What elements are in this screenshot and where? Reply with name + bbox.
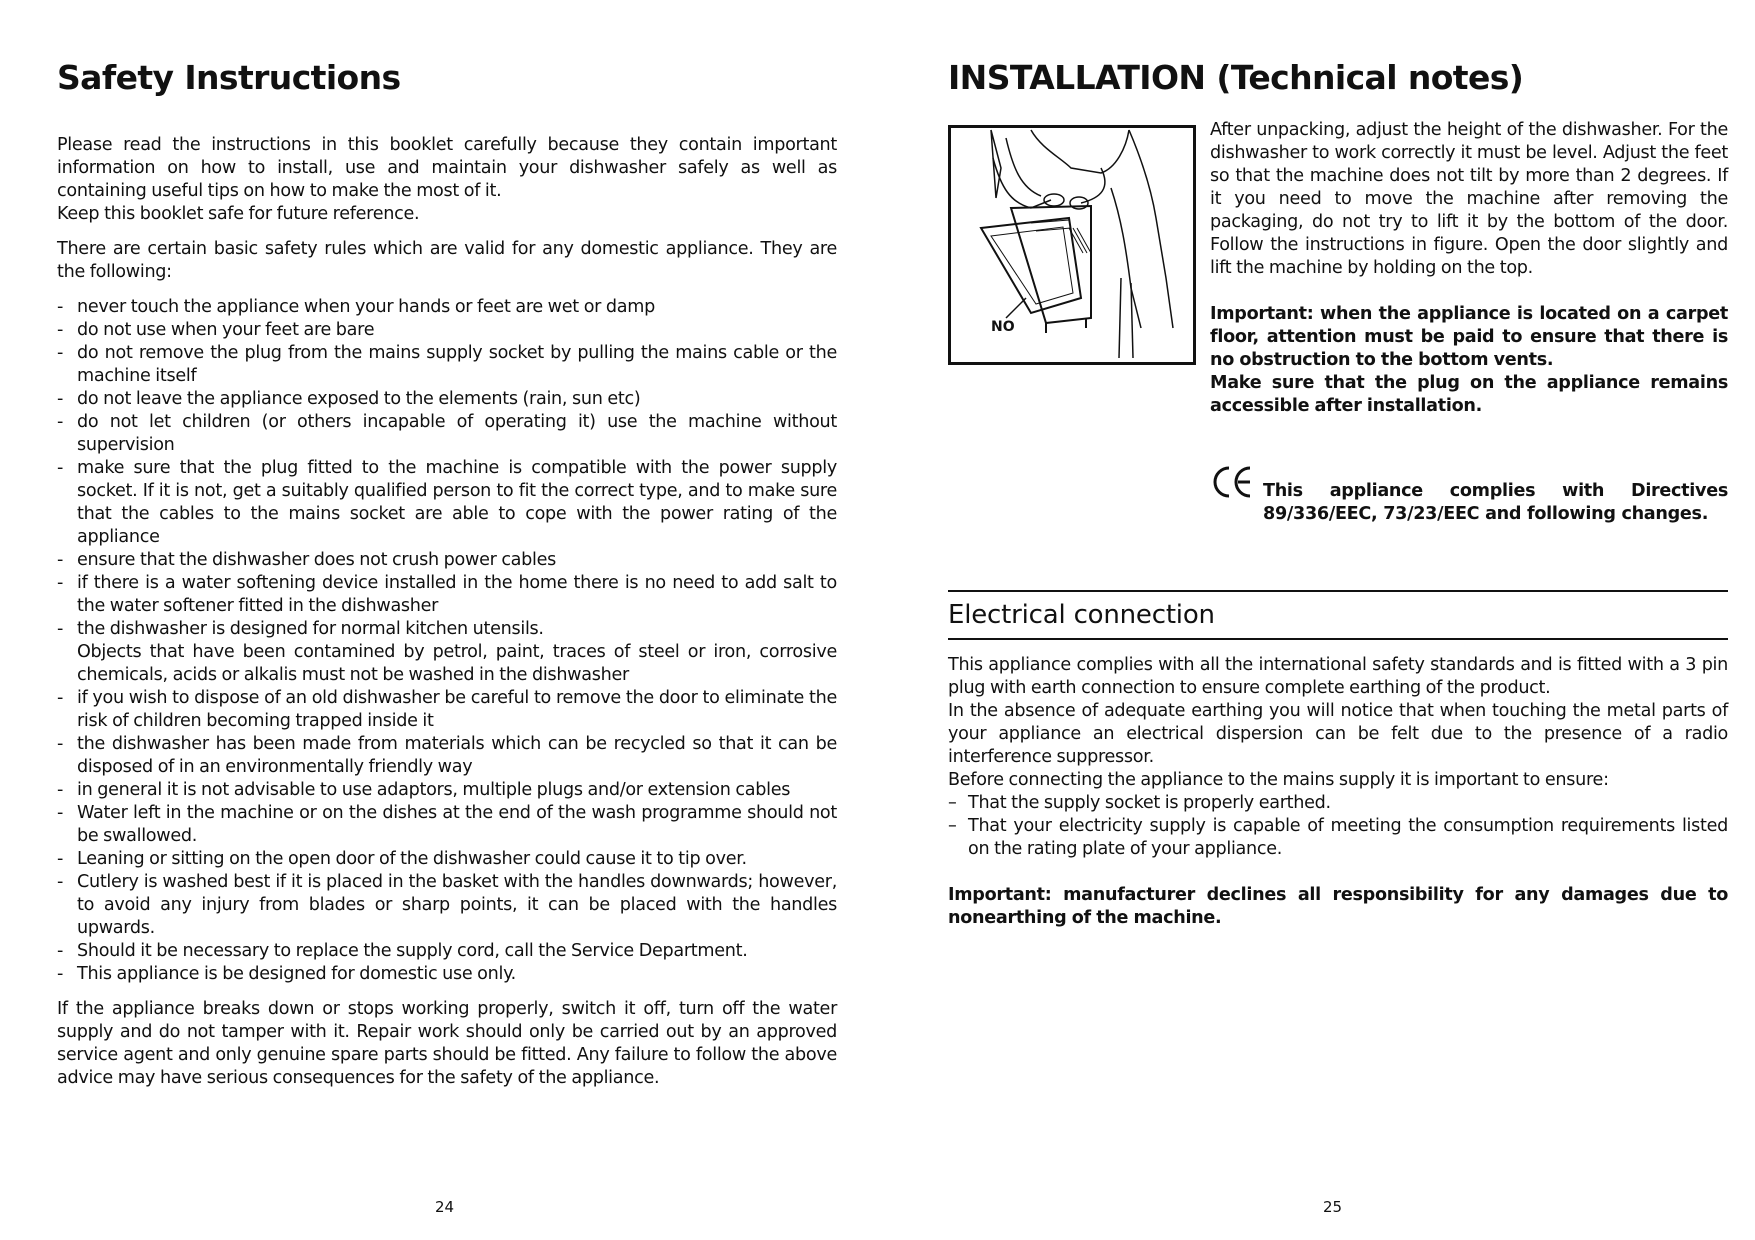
important-plug: Make sure that the plug on the appliance remains accessible after installation. bbox=[1210, 373, 1728, 416]
list-item: – That your electricity supply is capable of meeting the consumption requirements listed on the rating plate of your appliance. bbox=[948, 816, 1728, 859]
ce-mark-icon bbox=[1210, 464, 1254, 500]
list-item: - never touch the appliance when your hands or feet are wet or damp bbox=[57, 297, 655, 317]
intro-paragraph: Please read the instructions in this booklet carefully because they contain important information on how to install, use and maintain your dishwasher safely as well as containing useful tips on how to make the most of it. bbox=[57, 135, 837, 201]
list-item: - the dishwasher has been made from materials which can be recycled so that it can be disposed of in an environmentally friendly way bbox=[57, 734, 837, 777]
page-title: INSTALLATION (Technical notes) bbox=[948, 58, 1524, 97]
rules-intro: There are certain basic safety rules which are valid for any domestic appliance. They are the following: bbox=[57, 239, 837, 282]
section-divider-top bbox=[948, 590, 1728, 592]
list-item: - make sure that the plug fitted to the machine is compatible with the power supply socket. If it is not, get a suitably qualified person to fit the correct type, and to make sure that the cables to the mains socket are able to cope with the power rating of the appliance bbox=[57, 458, 837, 547]
electrical-connection-text bbox=[948, 654, 1728, 930]
left-page bbox=[57, 0, 837, 1240]
figure-label: NO bbox=[991, 319, 1015, 335]
install-paragraph: After unpacking, adjust the height of the dishwasher. For the dishwasher to work correctly it must be level. Adjust the feet so that the machine does not tilt by more than 2 degrees. If it you need to move the machine after removing the packaging, do not try to lift it by the bottom of the door. Follow the instructions in figure. Open the door slightly and lift the machine by holding on the top. bbox=[1210, 120, 1728, 278]
dishwasher-lifting-figure bbox=[951, 128, 1193, 362]
intro-block bbox=[57, 134, 837, 226]
safety-content bbox=[57, 134, 837, 1090]
list-item: - ensure that the dishwasher does not crush power cables bbox=[57, 550, 557, 570]
elec-checklist bbox=[948, 792, 1728, 861]
list-item: – That the supply socket is properly earthed. bbox=[948, 793, 1331, 813]
right-page bbox=[948, 0, 1728, 1240]
page-number: 24 bbox=[435, 1198, 455, 1216]
elec-paragraph: This appliance complies with all the international safety standards and is fitted with a 3 pin plug with earth connection to ensure complete earthing of the product. bbox=[948, 655, 1728, 698]
lifting-illustration bbox=[948, 125, 1196, 365]
page-number: 25 bbox=[1323, 1198, 1343, 1216]
safety-rules-list bbox=[57, 296, 837, 986]
elec-important: Important: manufacturer declines all responsibility for any damages due to nonearthing of the machine. bbox=[948, 885, 1728, 928]
list-item: - if you wish to dispose of an old dishwasher be careful to remove the door to eliminate the risk of children becoming trapped inside it bbox=[57, 688, 837, 731]
list-item: - the dishwasher is designed for normal kitchen utensils. Objects that have been contamined by petrol, paint, traces of steel or iron, corrosive chemicals, acids or alkalis must not be washed in the dishwasher bbox=[57, 619, 837, 685]
list-item: - Cutlery is washed best if it is placed in the basket with the handles downwards; however, to avoid any injury from blades or sharp points, it can be placed with the handles upwards. bbox=[57, 872, 837, 938]
ce-compliance bbox=[1210, 462, 1728, 543]
rule-continuation: Objects that have been contamined by petrol, paint, traces of steel or iron, corrosive chemicals, acids or alkalis must not be washed in the dishwasher bbox=[77, 642, 837, 685]
list-item: - if there is a water softening device installed in the home there is no need to add salt to the water softener fitted in the dishwasher bbox=[57, 573, 837, 616]
ce-text: This appliance complies with Directives 89/336/EEC, 73/23/EEC and following changes. bbox=[1263, 480, 1728, 524]
closing-paragraph: If the appliance breaks down or stops working properly, switch it off, turn off the water supply and do not tamper with it. Repair work should only be carried out by an approved service agent and only genuine spare parts should be fitted. Any failure to follow the above advice may have serious consequences for the safety of the appliance. bbox=[57, 999, 837, 1088]
list-item: - do not remove the plug from the mains supply socket by pulling the mains cable or the machine itself bbox=[57, 343, 837, 386]
elec-paragraph: Before connecting the appliance to the mains supply it is important to ensure: bbox=[948, 770, 1609, 790]
page-title: Safety Instructions bbox=[57, 58, 401, 97]
list-item: - do not leave the appliance exposed to the elements (rain, sun etc) bbox=[57, 389, 641, 409]
intro-keep: Keep this booklet safe for future reference. bbox=[57, 204, 420, 224]
list-item: - do not use when your feet are bare bbox=[57, 320, 375, 340]
list-item: - Leaning or sitting on the open door of the dishwasher could cause it to tip over. bbox=[57, 849, 747, 869]
installation-text bbox=[1210, 119, 1728, 418]
list-item: - Water left in the machine or on the dishes at the end of the wash programme should not be swallowed. bbox=[57, 803, 837, 846]
section-divider-bottom bbox=[948, 638, 1728, 640]
section-title: Electrical connection bbox=[948, 600, 1215, 630]
elec-paragraph: In the absence of adequate earthing you will notice that when touching the metal parts of your appliance an electrical dispersion can be felt due to the presence of a radio interference suppressor. bbox=[948, 701, 1728, 767]
important-carpet: Important: when the appliance is located on a carpet floor, attention must be paid to ensure that there is no obstruction to the bottom vents. bbox=[1210, 304, 1728, 370]
list-item: - in general it is not advisable to use adaptors, multiple plugs and/or extension cables bbox=[57, 780, 791, 800]
list-item: - This appliance is be designed for domestic use only. bbox=[57, 964, 516, 984]
list-item: - Should it be necessary to replace the supply cord, call the Service Department. bbox=[57, 941, 748, 961]
list-item: - do not let children (or others incapable of operating it) use the machine without supervision bbox=[57, 412, 837, 455]
